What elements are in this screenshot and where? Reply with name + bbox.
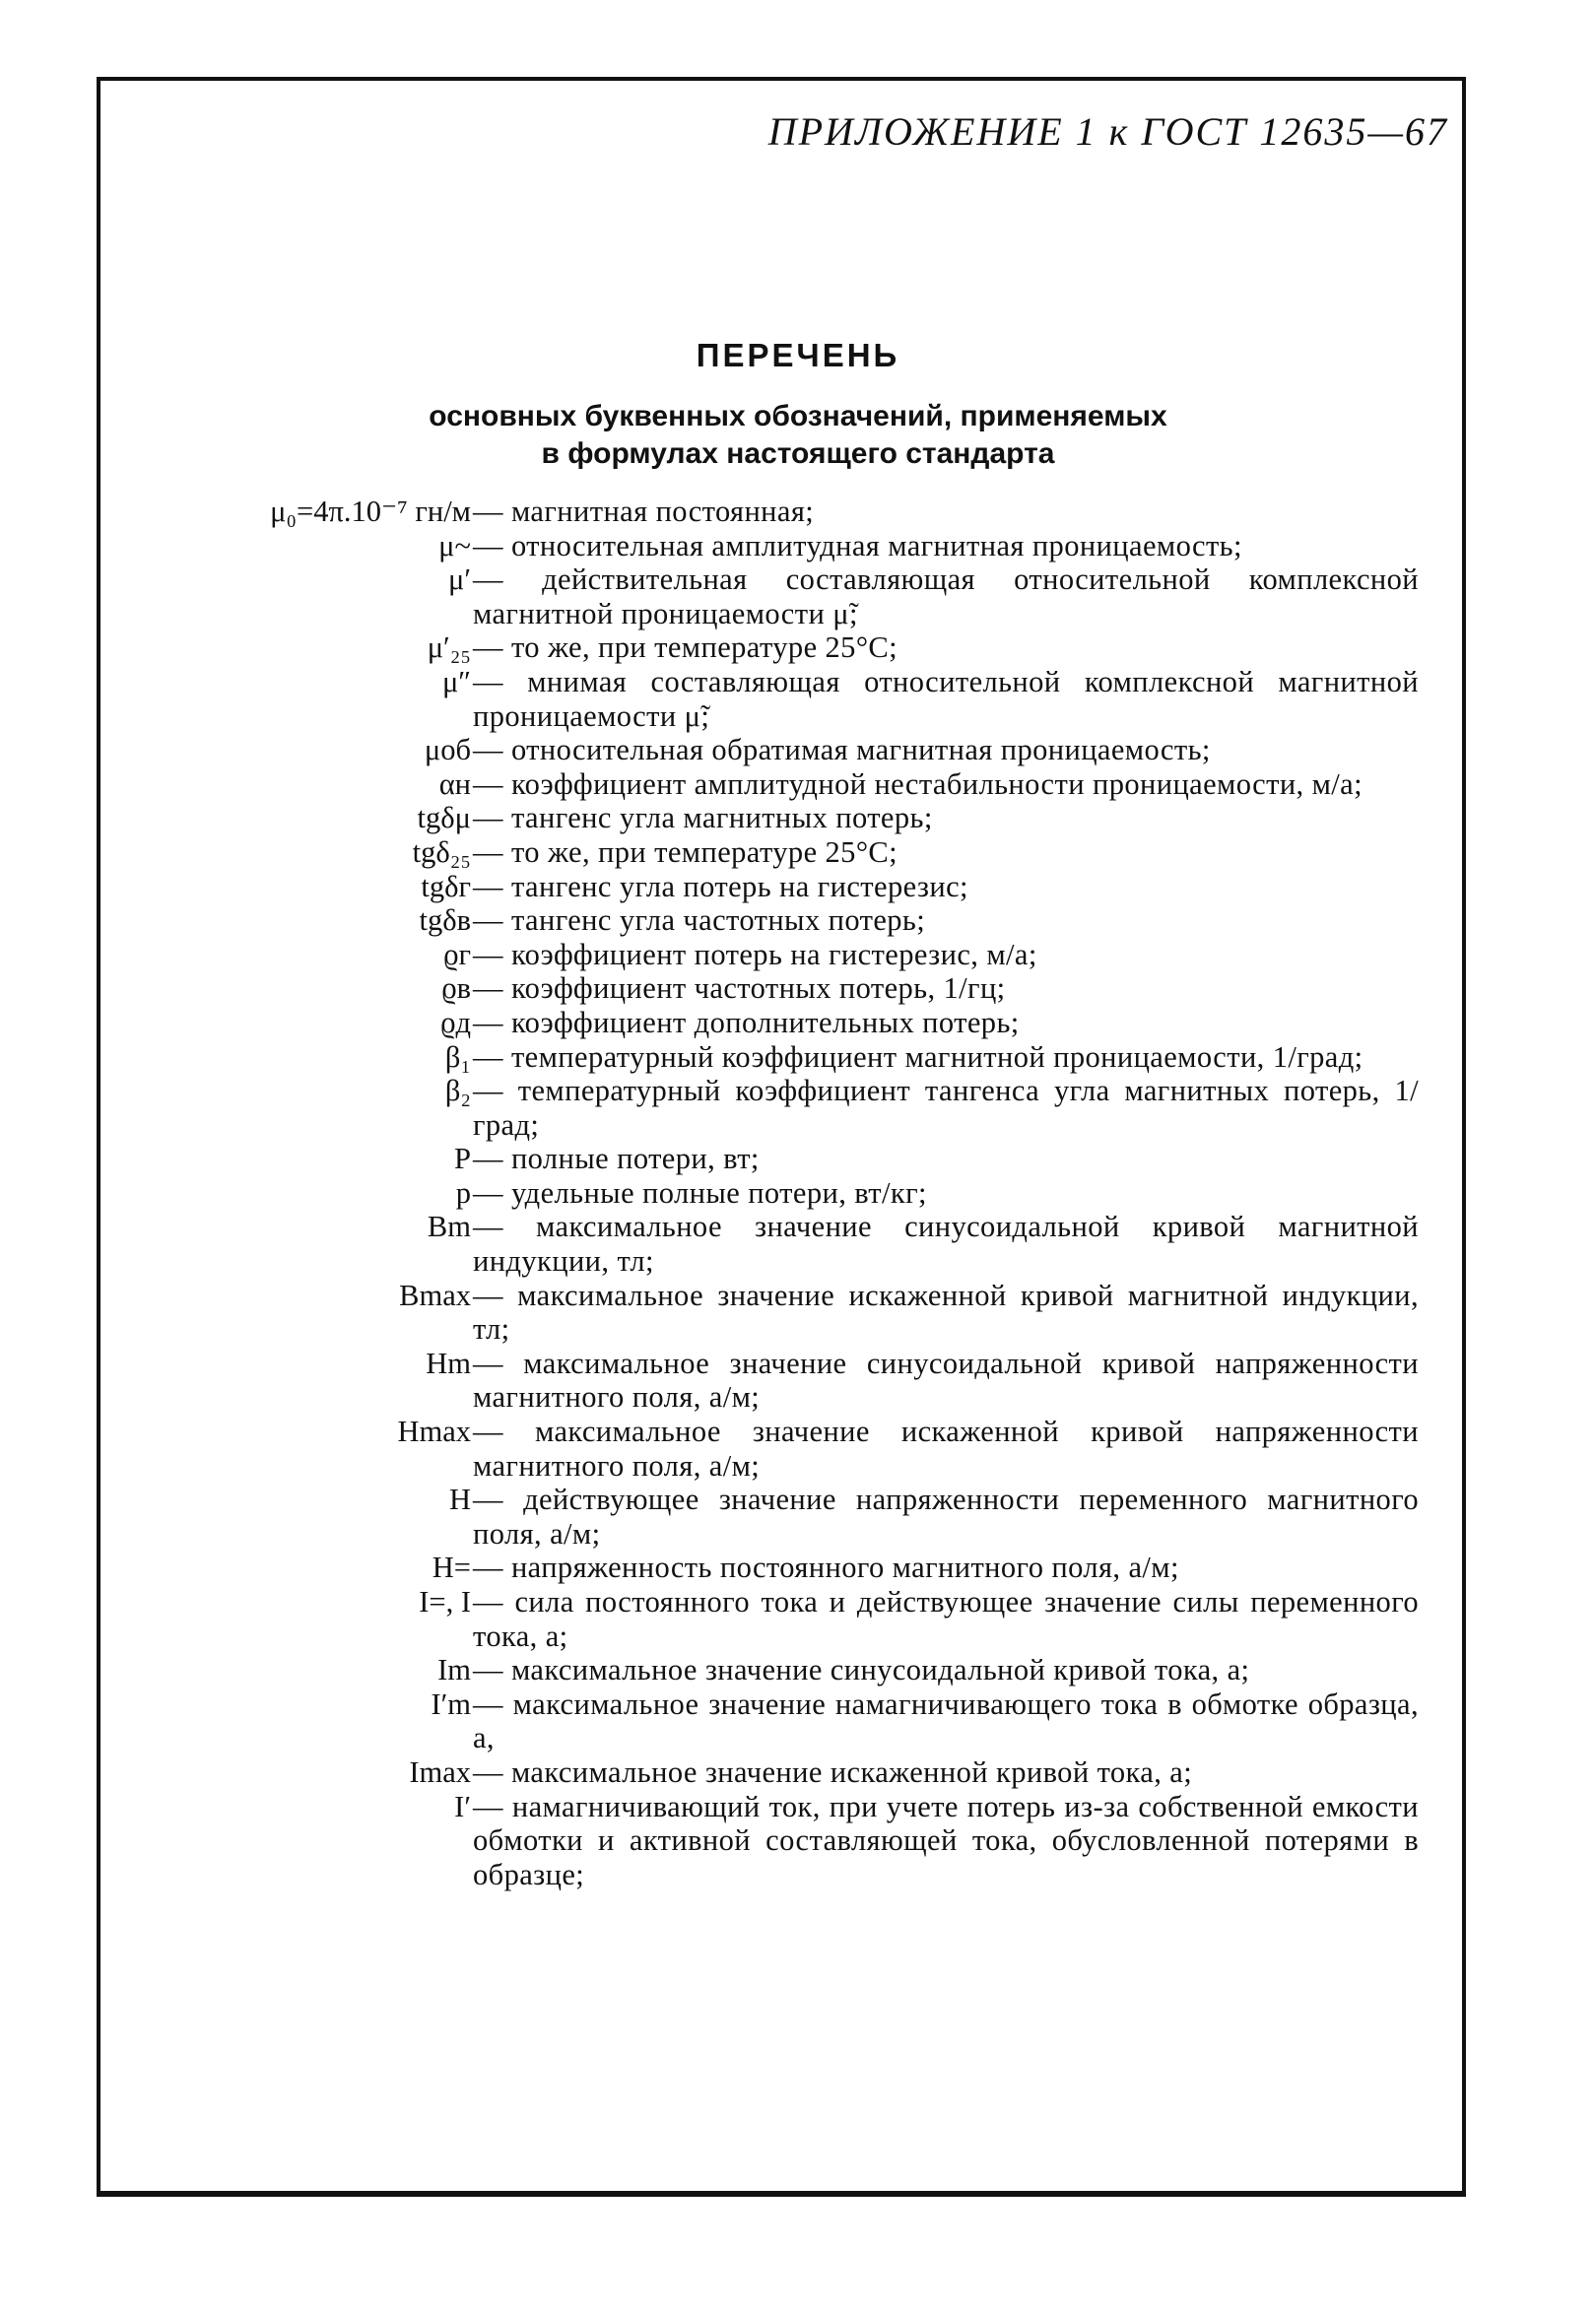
entry-symbol: Imax [409,1754,471,1789]
entry-definition: — тангенс угла потерь на гистерезис; [473,870,1419,904]
entry-definition: — максимальное значение искаженной кривой напряженности магнитного поля, а/м; [473,1415,1419,1483]
symbol-entry [148,1347,1419,1415]
entry-symbol: Hm [426,1346,471,1380]
symbol-entry [148,1687,1419,1755]
entry-definition: — максимальное значение искаженной кривой тока, а; [473,1755,1419,1790]
entry-symbol: I′ [454,1789,471,1823]
entry-symbol: tgδг [421,869,471,903]
entry-definition: — действующее значение напряженности переменного магнитного поля, а/м; [473,1483,1419,1551]
symbol-entry [148,1415,1419,1483]
symbol-entry [148,665,1419,733]
entry-symbol: H= [432,1551,471,1585]
entry-symbol: αн [438,766,471,801]
symbol-entry [148,1279,1419,1347]
symbol-entry [148,767,1419,802]
symbol-entry [148,1585,1419,1653]
symbol-entry [148,495,1419,529]
entry-definition: — тангенс угла частотных потерь; [473,903,1419,938]
symbol-entry [148,938,1419,972]
entry-symbol: Bm [427,1210,471,1244]
entry-symbol: β₁ [444,1039,471,1074]
entry-definition: — максимальное значение синусоидальной кривой магнитной индукции, тл; [473,1210,1419,1278]
entry-definition: — полные потери, вт; [473,1142,1419,1176]
entry-definition: — действительная составляющая относительной комплексной магнитной проницаемости μ̃; [473,562,1419,630]
entry-symbol: tgδв [419,903,471,938]
entry-definition: — удельные полные потери, вт/кг; [473,1176,1419,1211]
entry-symbol: μ′ [447,562,471,597]
entry-symbol: β₂ [444,1074,471,1108]
entry-definition: — относительная амплитудная магнитная проницаемость; [473,529,1419,563]
symbol-entry [148,870,1419,904]
entry-symbol: tgδμ [417,801,471,835]
entry-definition: — максимальное значение намагничивающего тока в обмотке образца, а, [473,1687,1419,1755]
entry-symbol: p [455,1175,471,1210]
subtitle-line-1: основных буквенных обозначений, применяемых [429,400,1167,432]
symbol-entry [148,1040,1419,1075]
symbol-entry [148,1653,1419,1687]
symbol-list [148,495,1419,1891]
entry-symbol: ϱд [439,1005,471,1039]
symbol-entry [148,562,1419,630]
entry-definition: — мнимая составляющая относительной комплексной магнитной проницаемости μ̃; [473,665,1419,733]
entry-symbol: μ″ [441,664,471,698]
entry-definition: — то же, при температуре 25°С; [473,835,1419,870]
entry-symbol: I=, I [419,1585,471,1619]
symbol-entry [148,630,1419,665]
entry-definition: — температурный коэффициент магнитной проницаемости, 1/град; [473,1040,1419,1075]
symbol-entry [148,801,1419,835]
symbol-entry [148,1790,1419,1892]
symbol-entry [148,1755,1419,1790]
entry-symbol: μоб [424,733,471,767]
entry-definition: — коэффициент амплитудной нестабильности проницаемости, м/а; [473,767,1419,802]
entry-definition: — то же, при температуре 25°С; [473,630,1419,665]
entry-definition: — коэффициент потерь на гистерезис, м/а; [473,938,1419,972]
entry-symbol: P [454,1142,471,1176]
symbol-entry [148,903,1419,938]
entry-symbol: tgδ₂₅ [412,834,471,869]
symbol-entry [148,1074,1419,1142]
entry-symbol: μ~ [438,528,471,562]
entry-symbol: H [448,1483,471,1517]
entry-definition: — напряженность постоянного магнитного поля, а/м; [473,1551,1419,1585]
symbol-entry [148,733,1419,767]
symbol-entry [148,1551,1419,1585]
symbol-entry [148,1210,1419,1278]
entry-symbol: Hmax [397,1415,471,1449]
document-subtitle [0,398,1596,473]
entry-symbol: μ₀=4π.10⁻⁷ гн/м [270,495,471,528]
symbol-entry [148,1176,1419,1211]
entry-symbol: ϱв [441,971,471,1006]
symbol-entry [148,1142,1419,1176]
entry-symbol: I′m [431,1686,471,1721]
symbol-entry [148,529,1419,563]
entry-symbol: μ′₂₅ [427,630,471,665]
entry-symbol: ϱг [442,937,471,971]
entry-definition: — максимальное значение синусоидальной кривой напряженности магнитного поля, а/м; [473,1347,1419,1415]
entry-definition: — относительная обратимая магнитная проницаемость; [473,733,1419,767]
entry-definition: — коэффициент дополнительных потерь; [473,1006,1419,1040]
entry-definition: — магнитная постоянная; [473,495,1419,529]
entry-definition: — намагничивающий ток, при учете потерь из-за собственной емкости обмотки и активной составляющей тока, обусловленной потерями в образце; [473,1790,1419,1892]
symbol-entry [148,971,1419,1006]
symbol-entry [148,1483,1419,1551]
entry-definition: — сила постоянного тока и действующее значение силы переменного тока, а; [473,1585,1419,1653]
entry-definition: — коэффициент частотных потерь, 1/гц; [473,971,1419,1006]
entry-definition: — тангенс угла магнитных потерь; [473,801,1419,835]
entry-definition: — температурный коэффициент тангенса угла магнитных потерь, 1/град; [473,1074,1419,1142]
entry-symbol: Bmax [399,1278,471,1312]
entry-definition: — максимальное значение искаженной кривой магнитной индукции, тл; [473,1279,1419,1347]
symbol-entry [148,835,1419,870]
document-title: ПЕРЕЧЕНЬ [696,337,900,373]
symbol-entry [148,1006,1419,1040]
annex-header: ПРИЛОЖЕНИЕ 1 к ГОСТ 12635—67 [767,109,1448,154]
entry-symbol: Im [437,1653,471,1687]
subtitle-line-2: в формулах настоящего стандарта [541,437,1055,470]
entry-definition: — максимальное значение синусоидальной кривой тока, а; [473,1653,1419,1687]
